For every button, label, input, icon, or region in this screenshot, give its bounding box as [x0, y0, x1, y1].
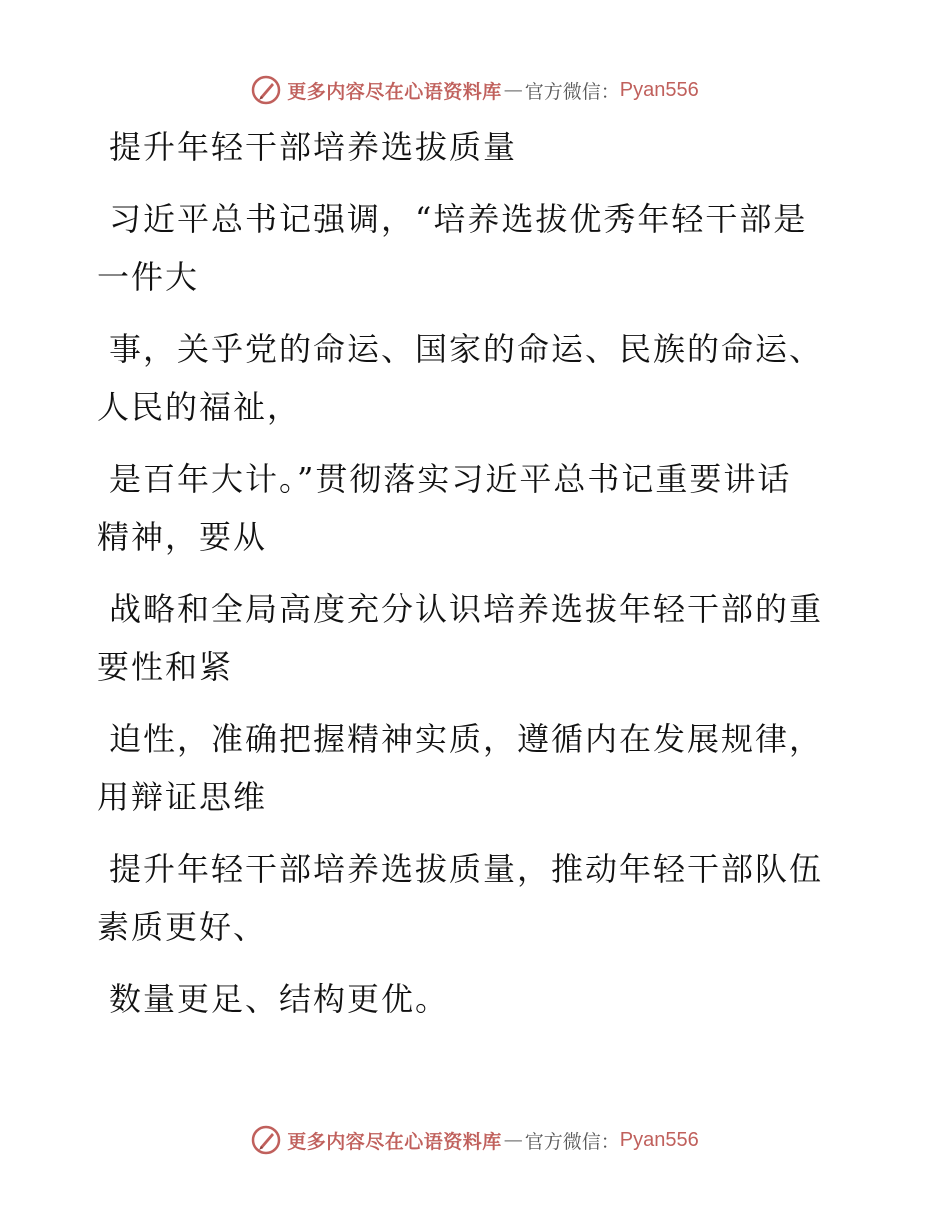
paragraph-line: 人民的福祉，: [97, 388, 302, 426]
paragraph-line: 战略和全局高度充分认识培养选拔年轻干部的重: [109, 590, 824, 628]
document-body: [97, 118, 837, 1028]
watermark-separator: —: [503, 1129, 523, 1151]
watermark-slogan: 更多内容尽在心语资料库: [287, 1130, 502, 1153]
paragraph-line: 要性和紧: [97, 648, 234, 686]
paragraph-line: 习近平总书记强调，“培养选拔优秀年轻干部是: [109, 200, 808, 238]
paragraph-line: 素质更好、: [97, 908, 268, 946]
paragraph-line: 是百年大计。”贯彻落实习近平总书记重要讲话: [109, 460, 792, 498]
document-title: 提升年轻干部培养选拔质量: [109, 128, 518, 166]
paragraph-line: 一件大: [97, 258, 200, 296]
watermark-separator: —: [503, 79, 523, 101]
quill-pen-logo-icon: [251, 75, 281, 105]
footer-watermark: [0, 1120, 950, 1160]
watermark-contact-handle: Pyan556: [619, 78, 699, 101]
paragraph-line: 用辩证思维: [97, 778, 268, 816]
paragraph-line: 提升年轻干部培养选拔质量，推动年轻干部队伍: [109, 850, 824, 888]
watermark-contact-label: 官方微信：: [524, 1130, 620, 1153]
quill-pen-logo-icon: [251, 1125, 281, 1155]
paragraph-line: 迫性，准确把握精神实质，遵循内在发展规律，: [109, 720, 824, 758]
paragraph-line: 事，关乎党的命运、国家的命运、民族的命运、: [109, 330, 824, 368]
watermark-contact-label: 官方微信：: [524, 80, 620, 103]
watermark-contact-handle: Pyan556: [619, 1128, 699, 1151]
header-watermark: [0, 70, 950, 110]
paragraph-line: 精神，要从: [97, 518, 268, 556]
paragraph-line: 数量更足、结构更优。: [109, 980, 450, 1018]
watermark-slogan: 更多内容尽在心语资料库: [287, 80, 502, 103]
